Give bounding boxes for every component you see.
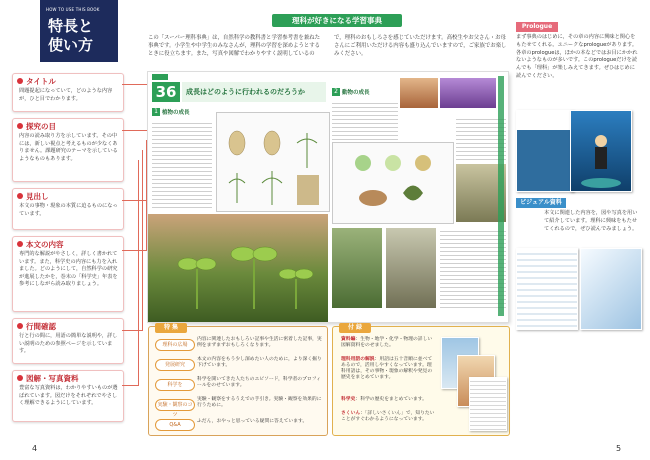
- appendix-tag: 付 録: [339, 323, 371, 333]
- appendix-text: ：科学の歴史をまとめています。: [355, 397, 427, 402]
- feature-desc: 内容に関連したおもしろい記事や生活に密着した記事，実例をまずまずおもしろくなります。: [197, 337, 322, 348]
- plant-diagram: [216, 112, 330, 212]
- explain-body: 本文の事物・現象の本質に迫るものになっています。: [19, 203, 118, 217]
- badge-title-line2: 使い方: [48, 36, 94, 54]
- appendix-panel: [332, 326, 510, 436]
- visual-thumbnail: [516, 248, 578, 330]
- feature-desc: ふだん，おやっと思っている疑問に答えています。: [197, 419, 308, 424]
- appendix-item: [341, 337, 435, 349]
- section-number: 1: [152, 108, 160, 116]
- explain-box-content: [12, 236, 124, 312]
- chapter-number: 36: [152, 82, 180, 102]
- explain-heading: 見出し: [26, 192, 49, 201]
- bullet-icon: [17, 241, 23, 247]
- prologue-photo: [570, 110, 632, 192]
- visual-thumbnail: [580, 248, 642, 330]
- page-number-left: 4: [32, 444, 38, 453]
- right-section-title: 動物の成長: [342, 90, 370, 96]
- sample-spread: [148, 72, 508, 322]
- explain-heading: 本文の内容: [26, 240, 64, 249]
- leader-line: [142, 150, 143, 331]
- feature-desc: 本文の内容をもう少し深めたい人のために，より深く掘り下げています。: [197, 357, 322, 368]
- visual-tag: ビジュアル資料: [516, 198, 566, 208]
- frog-photo: [400, 78, 438, 108]
- flower-photo: [440, 78, 496, 108]
- feature-desc: 科学を開いてきた人たちのエピソード，科学者のプロフィールをのせています。: [197, 377, 321, 388]
- badge-title-line1: 特長と: [48, 17, 94, 35]
- body-text-block: [152, 120, 212, 210]
- feature-pill: 実験・観察のコツ: [155, 399, 195, 411]
- features-tag: 特 集: [155, 323, 187, 333]
- explain-body: 問題提起になっていて，どのような内容が，ひと目でわかります。: [19, 88, 113, 102]
- sprout-icon: [148, 214, 328, 322]
- explain-box-title: [12, 73, 124, 112]
- prologue-text: まず事典のはじめに，その章の内容に興味と関心をもたせてくれる。ユニークなprologueがあります。各章のprologueは，ほかの本などではお目にかかれないようなものが多いです。このprologueだけを読んでも「理科」が楽しみえてきます。ぜひはじめに読んでください。: [516, 34, 638, 79]
- leader-line: [122, 385, 138, 386]
- metamorphosis-diagram: [333, 143, 453, 223]
- explain-heading: タイトル: [26, 77, 56, 86]
- appendix-text: ：生物・地学・化学・物理の詳しい図解資料をのせました。: [341, 337, 433, 348]
- seedling-diagram: [217, 113, 329, 211]
- feature-pill: Q&A: [155, 419, 195, 431]
- index-bar: [498, 76, 504, 316]
- feature-desc: 実験・観察をするうえでの手引き。実験・観察を効果的に行うために。: [197, 397, 322, 408]
- feature-pill: 科学を: [155, 379, 195, 391]
- explain-body: 専門的な解説がやさしく，詳しく書かれています。また，科学史の内容にも力を入れました。どのようにして，自然科学の研究が進展したかを，巻末の「科学史」年表を参考にしながら読み取りましょう。: [19, 251, 118, 288]
- body-text-block: [440, 228, 506, 308]
- bullet-icon: [17, 193, 23, 199]
- prologue-tag: Prologue: [516, 22, 558, 32]
- explain-box-heading: [12, 188, 124, 230]
- appendix-item: [341, 357, 435, 381]
- bullet-icon: [17, 78, 23, 84]
- appendix-text: ：用語は五十音順に並べてあるので，活用しやすくなっています。理科用語は，その事物・現象の解釈や発見の歴史をまとめています。: [341, 357, 433, 380]
- intro-title-bar: [272, 14, 402, 27]
- tree-photo: [332, 228, 382, 308]
- appendix-text: ：「詳しいさくいん」で，知りたいことがすぐわかるようになっています。: [341, 411, 435, 422]
- section-title: 植物の成長: [162, 110, 190, 116]
- bark-photo: [386, 228, 436, 308]
- explain-heading: 図解・写真資料: [26, 374, 79, 383]
- bullet-icon: [17, 123, 23, 129]
- leader-line: [122, 330, 142, 331]
- badge-subtitle: HOW TO USE THIS BOOK: [46, 7, 100, 12]
- explain-body: 行と行の間に，用語の簡単な説明や，詳しい説明のための参照ページを示しています。: [19, 333, 118, 355]
- bullet-icon: [17, 375, 23, 381]
- section-badge: [40, 0, 118, 62]
- chapter-tag: [152, 74, 168, 80]
- explain-body: 豊富な写真資料は，わかりやすいものが選ばれています。図だけをそれぞれでやさしく理解できるようにしています。: [19, 385, 118, 407]
- bullet-icon: [17, 323, 23, 329]
- appendix-thumbnail: [469, 377, 507, 431]
- appendix-lead: 科学史: [341, 397, 356, 402]
- explain-box-interline: [12, 318, 124, 364]
- appendix-lead: さくいん: [341, 411, 361, 416]
- explain-box-inquiry: [12, 118, 124, 182]
- explain-box-figures: [12, 370, 124, 422]
- life-cycle-diagram: [332, 142, 454, 224]
- intro-paragraph: この「スーパー理科事典」は，自然科学の教科書と学習参考書を兼ねた事典です。小学生や中学生のみなさんが，理科の学習を深めようとするときに役立ちます。また，写真や図解でわかりやすく説明しているので，理科のおもしろさを感じていただけます。高校生やお父さん・お母さんにご利用いただける内容も盛り込んでいますので，ご家族でお楽しみください。: [148, 35, 507, 58]
- explain-body: 内容の読み取り方を示しています。その中には，新しい視点と考えるものが少なくありません。課題研究のテーマを示しているようなものもあります。: [19, 133, 118, 162]
- explain-heading: 探究の目: [26, 122, 56, 131]
- diver-icon: [571, 111, 631, 191]
- appendix-lead: 資料編: [341, 337, 356, 342]
- visual-text: 本文に関連した内容を，図や写真を用いて紹介しています。理科に興味をもたせてくれるので，ぜひ読んでみましょう。: [544, 210, 638, 232]
- explain-heading: 行間確認: [26, 322, 56, 331]
- appendix-item: [341, 411, 435, 423]
- features-panel: [148, 326, 328, 436]
- feature-pill: 理科の広場: [155, 339, 195, 351]
- leader-line: [146, 140, 147, 251]
- page-number-right: 5: [616, 444, 622, 453]
- appendix-lead: 理科用語の解説: [341, 357, 375, 362]
- section-number: 2: [332, 88, 340, 96]
- intro-title: 理科が好きになる学習事典: [292, 16, 382, 25]
- feature-pill: 発展研究: [155, 359, 195, 371]
- body-text-block: [332, 100, 398, 140]
- leader-line: [138, 160, 139, 386]
- appendix-item: [341, 397, 435, 403]
- prologue-thumbnail: [516, 110, 574, 192]
- chapter-title: 成長はどのように行われるのだろうか: [182, 82, 326, 102]
- seedlings-photo: [148, 214, 328, 322]
